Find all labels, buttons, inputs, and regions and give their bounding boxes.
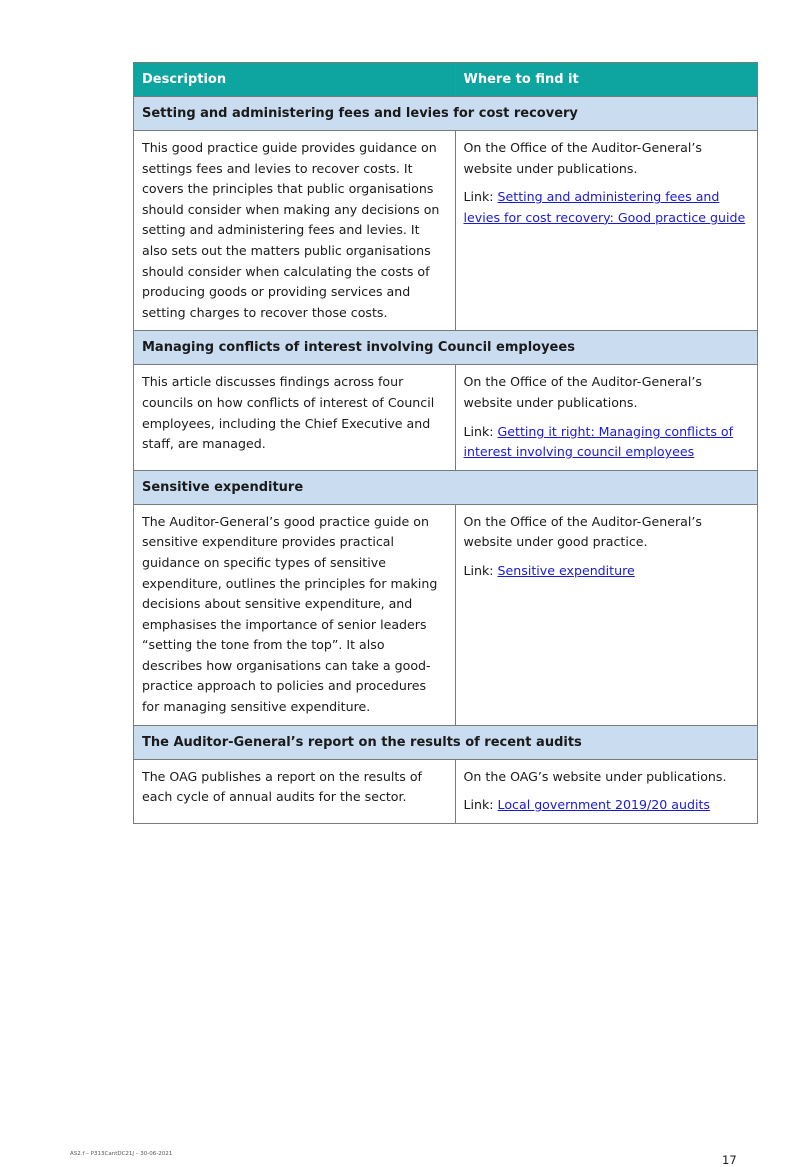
fees-levies-guide-link[interactable]: Setting and administering fees and levies for cost recovery: Good practice guide [463,189,746,225]
section-title: The Auditor-General’s report on the results of recent audits [134,725,758,759]
description-cell: This good practice guide provides guidance on settings fees and levies to recover costs. It covers the principles that public organisations should consider when making any decisions on setting and administering fees and levies. It also sets out the matters public organisations should consider when calculating the costs of producing goods or providing services and setting charges to recover those costs. [134,131,456,331]
link-line [464,187,750,228]
section-title: Managing conflicts of interest involving Council employees [134,331,758,365]
link-prefix: Link: [463,562,498,578]
where-text: On the Office of the Auditor-General’s website under good practice. [463,513,702,550]
guidance-table [133,62,758,824]
section-heading-row [134,470,758,504]
table-row [134,365,758,470]
page-number: 17 [722,1153,737,1167]
section-title: Setting and administering fees and levies for cost recovery [134,97,758,131]
table-row [134,504,758,725]
where-cell [455,759,758,823]
header-description: Description [134,63,456,97]
link-prefix: Link: [463,797,498,813]
description-cell: This article discusses findings across four councils on how conflicts of interest of Council employees, including the Chief Executive and staff, are managed. [134,365,456,470]
link-line [464,561,750,582]
where-text: On the Office of the Auditor-General’s website under publications. [463,374,702,410]
conflicts-of-interest-link[interactable]: Getting it right: Managing conflicts of interest involving council employees [463,423,734,460]
sensitive-expenditure-link[interactable]: Sensitive expenditure [497,562,635,578]
local-government-audits-link[interactable]: Local government 2019/20 audits [497,797,710,813]
table-row [134,131,758,331]
description-cell: The Auditor-General’s good practice guide on sensitive expenditure provides practical guidance on specific types of sensitive expenditure, outlines the principles for making decisions about sensitive expenditure, and emphasises the importance of senior leaders “setting the tone from the top”. It also describes how organisations can take a good-practice approach to policies and procedures for managing sensitive expenditure. [134,504,456,725]
section-heading-row [134,97,758,131]
where-cell [455,504,758,725]
where-text: On the Office of the Auditor-General’s website under publications. [463,140,702,176]
link-line [464,795,750,816]
where-text: On the OAG’s website under publications. [463,768,727,784]
section-title: Sensitive expenditure [134,470,758,504]
section-heading-row [134,725,758,759]
where-cell [455,365,758,470]
link-prefix: Link: [463,189,498,205]
description-cell: The OAG publishes a report on the results of each cycle of annual audits for the sector. [134,759,456,823]
table-row [134,759,758,823]
table-header-row [134,63,758,97]
link-line [464,422,750,463]
footer-document-code: AS2.f – P313CantDC21J – 30-06-2021 [70,1151,173,1157]
link-prefix: Link: [463,423,498,439]
header-where-to-find: Where to find it [455,63,758,97]
where-cell [455,131,758,331]
section-heading-row [134,331,758,365]
